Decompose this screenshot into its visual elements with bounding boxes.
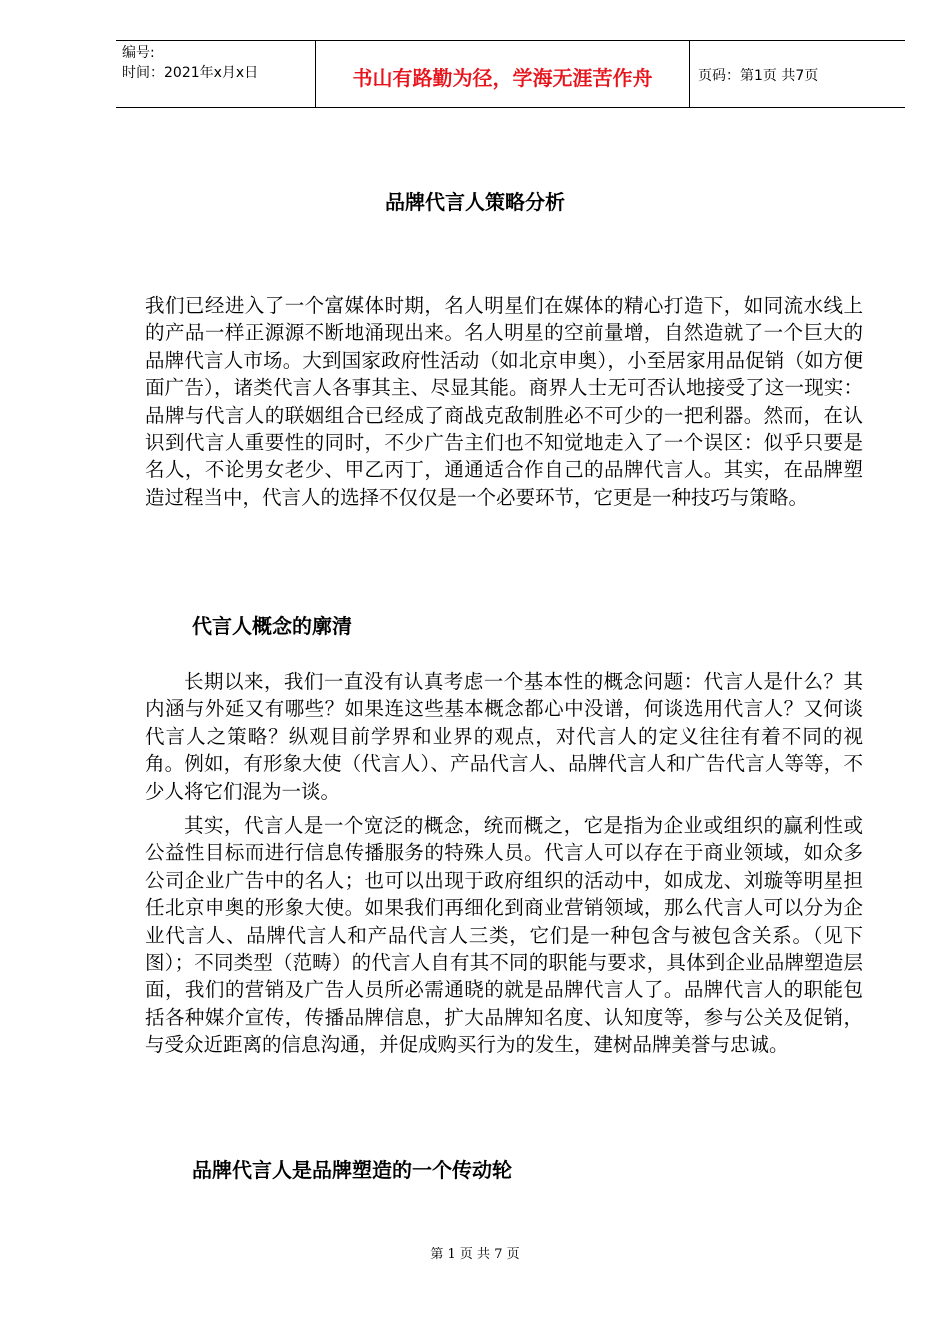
document-title: 品牌代言人策略分析 — [385, 190, 565, 214]
concept-paragraph-2: 其实，代言人是一个宽泛的概念，统而概之，它是指为企业或组织的赢利性或公益性目标而进行信息传播服务的特殊人员。代言人可以存在于商业领域，如众多公司企业广告中的名人；也可以出现于政府组织的活动中，如成龙、刘璇等明星担任北京申奥的形象大使。如果我们再细化到商业营销领域，那么代言人可以分为企业代言人、品牌代言人和产品代言人三类，它们是一种包含与被包含关系。（见下图）；不同类型（范畴）的代言人自有其不同的职能与要求，具体到企业品牌塑造层面，我们的营销及广告人员所必需通晓的就是品牌代言人了。品牌代言人的职能包括各种媒介宣传，传播品牌信息，扩大品牌知名度、认知度等，参与公关及促销，与受众近距离的信息沟通，并促成购买行为的发生，建树品牌美誉与忠诚。 — [145, 814, 863, 1057]
page-footer: 第 1 页 共 7 页 — [430, 1247, 520, 1262]
header-motto: 书山有路勤为径，学海无涯苦作舟 — [316, 41, 690, 107]
intro-paragraph: 我们已经进入了一个富媒体时期，名人明星们在媒体的精心打造下，如同流水线上的产品一样正源源不断地涌现出来。名人明星的空前量增，自然造就了一个巨大的品牌代言人市场。大到国家政府性活动（如北京申奥），小至居家用品促销（如方便面广告），诸类代言人各事其主、尽显其能。商界人士无可否认地接受了这一现实：品牌与代言人的联姻组合已经成了商战克敌制胜必不可少的一把利器。然而，在认识到代言人重要性的同时，不少广告主们也不知觉地走入了一个误区：似乎只要是名人，不论男女老少、甲乙丙丁，通通适合作自己的品牌代言人。其实，在品牌塑造过程当中，代言人的选择不仅仅是一个必要环节，它更是一种技巧与策略。 — [145, 294, 863, 509]
concept-paragraph-1: 长期以来，我们一直没有认真考虑一个基本性的概念问题：代言人是什么？其内涵与外延又有哪些？如果连这些基本概念都心中没谱，何谈选用代言人？又何谈代言人之策略？纵观目前学界和业界的观点，对代言人的定义往往有着不同的视角。例如，有形象大使（代言人）、产品代言人、品牌代言人和广告代言人等等，不少人将它们混为一谈。 — [145, 670, 863, 803]
number-label: 编号: — [122, 45, 155, 61]
header-meta — [116, 41, 316, 107]
section-heading-concept: 代言人概念的廓清 — [192, 614, 352, 638]
document-header — [116, 40, 905, 108]
section-heading-transmission: 品牌代言人是品牌塑造的一个传动轮 — [192, 1158, 512, 1182]
header-page-info: 页码：第1页 共7页 — [698, 68, 819, 84]
time-label: 时间：2021年x月x日 — [122, 65, 259, 81]
